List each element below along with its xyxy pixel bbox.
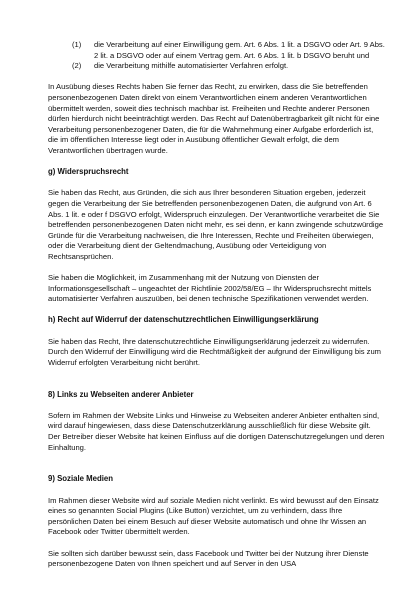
processing-conditions-list — [48, 40, 385, 72]
paragraph: Sie sollten sich darüber bewusst sein, dass Facebook und Twitter bei der Nutzung ihrer Dienste personenbezogene Daten von Ihnen speichert und auf Server in den USA — [48, 548, 369, 569]
paragraph: Sofern im Rahmen der Website Links und Hinweise zu Webseiten anderer Anbieter enthalten sind, wird darauf hingewiesen, dass diese Datenschutzerklärung ausschließlich für diese Website gilt. Der Betreiber dieser Website hat keinen Einfluss auf die dortigen Datenschutzregelungen und deren Einhaltung. — [48, 410, 385, 452]
list-item — [48, 61, 385, 72]
spacer — [48, 379, 385, 390]
data-portability-paragraph: In Ausübung dieses Rechts haben Sie ferner das Recht, zu erwirken, dass die Sie betreffenden personenbezogenen Daten direkt von einem Verantwortlichen einem anderen Verantwortlichen übermittelt werden, soweit dies technisch machbar ist. Freiheiten und Rechte anderer Personen dürfen hierdurch nicht beeinträchtigt werden. Das Recht auf Datenübertragbarkeit gilt nicht für eine Verarbeitung personenbezogener Daten, die für die Wahrnehmung einer Aufgabe erforderlich ist, die im öffentlichen Interesse liegt oder in Ausübung öffentlicher Gewalt erfolgt, die dem Verantwortlichen übertragen wurde. — [48, 82, 380, 155]
list-item-number: (1) — [72, 40, 82, 49]
section-heading-soziale-medien: 9) Soziale Medien — [48, 474, 113, 484]
section-heading-widerspruchsrecht: g) Widerspruchsrecht — [48, 167, 129, 177]
section-heading-widerruf: h) Recht auf Widerruf der datenschutzrechtlichen Einwilligungserklärung — [48, 315, 319, 325]
paragraph: Sie haben die Möglichkeit, im Zusammenhang mit der Nutzung von Diensten der Informationsgesellschaft – ungeachtet der Richtlinie 2002/58/EG – Ihr Widerspruchsrecht mittels automatisierter Verfahren auszuüben, bei denen technische Spezifikationen verwendet werden. — [48, 273, 372, 304]
list-item — [48, 40, 385, 61]
paragraph: Sie haben das Recht, aus Gründen, die sich aus Ihrer besonderen Situation ergeben, jederzeit gegen die Verarbeitung der Sie betreffenden personenbezogenen Daten, die aufgrund von Art. 6 Abs. 1 lit. e oder f DSGVO erfolgt, Widerspruch einzulegen. Der Verantwortliche verarbeitet die Sie betreffenden personenbezogenen Daten nicht mehr, es sei denn, er kann zwingende schutzwürdige Gründe für die Verarbeitung nachweisen, die Ihre Interessen, Rechte und Freiheiten überwiegen, oder die Verarbeitung dient der Geltendmachung, Ausübung oder Verteidigung von Rechtsansprüchen. — [48, 188, 384, 261]
list-item-number: (2) — [72, 61, 82, 71]
section-heading-links: 8) Links zu Webseiten anderer Anbieter — [48, 389, 194, 399]
list-item-text: die Verarbeitung mithilfe automatisierter Verfahren erfolgt. — [94, 61, 289, 71]
paragraph: Im Rahmen dieser Website wird auf soziale Medien nicht verlinkt. Es wird bewusst auf den Einsatz eines so genannten Social Plugins (Like Button) verzichtet, um zu verhindern, dass Ihre persönlichen Daten bei einem Besuch auf dieser Website automatisch und ohne Ihr Wissen an Facebook oder Twitter übermittelt werden. — [48, 495, 379, 537]
paragraph: Sie haben das Recht, Ihre datenschutzrechtliche Einwilligungserklärung jederzeit zu widerrufen. Durch den Widerruf der Einwilligung wird die Rechtmäßigkeit der aufgrund der Einwilligung bis zum Widerruf erfolgten Verarbeitung nicht berührt. — [48, 336, 382, 367]
spacer — [48, 464, 385, 475]
list-item-text: die Verarbeitung auf einer Einwilligung gem. Art. 6 Abs. 1 lit. a DSGVO oder Art. 9 Abs. 2 lit. a DSGVO oder auf einem Vertrag gem. Art. 6 Abs. 1 lit. b DSGVO beruht und — [94, 40, 385, 60]
